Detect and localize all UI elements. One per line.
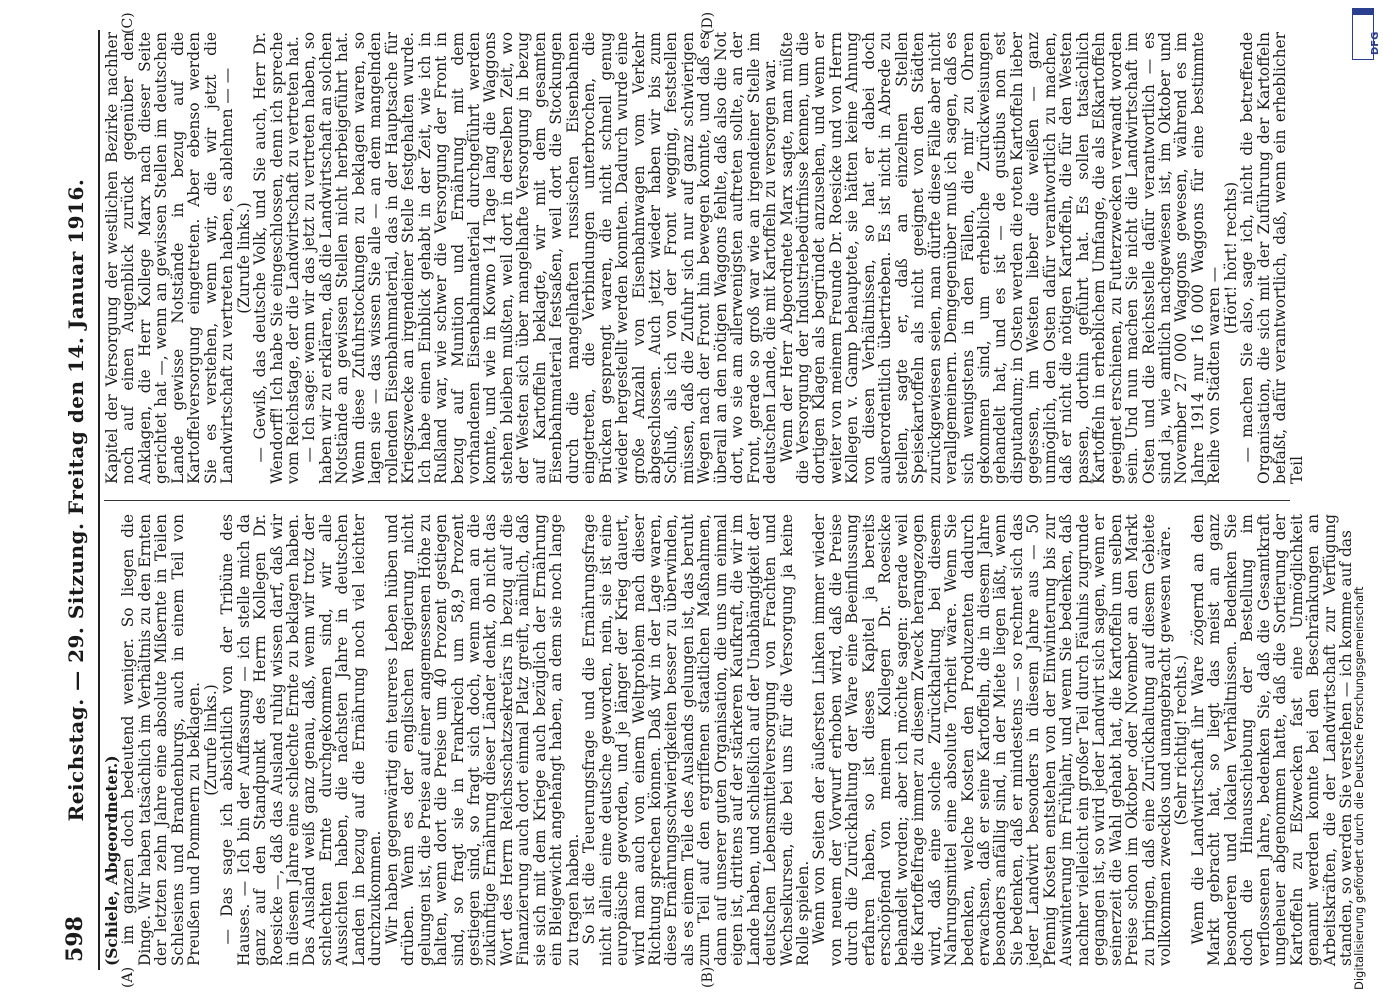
margin-letter-c: (C) xyxy=(120,12,136,34)
paragraph: Wenn der Herr Abgeordnete Marx sagte, man müßte die Versorgung der Industriebedürfnisse kennen, um die dortigen Klagen als begründet anzusehen, und wenn er weiter von meinem Freunde Dr. Roesicke und von Herrn Kollegen v. Gamp behauptete, sie hätten keine Ahnung von diesen Verhältnissen, so hat er dabei doch außerordentlich übertrieben. Es ist nicht in Abrede zu stellen, sagte er, daß an einzelnen Stellen Speisekartoffeln als nicht geeignet von den Städten zurückgewiesen seien, man dürfte diese Fälle aber nicht verallgemeinern. Demgegenüber muß ich sagen, daß es sich wenigstens in den Fällen, die mir zu Ohren gekommen sind, um erhebliche Zurückweisungen gehandelt hat, und es ist — de gustibus non est disputandum; in Osten werden die roten Kartoffeln lieber gegessen, im Westen lieber die weißen — ganz unmöglich, den Osten dafür verantwortlich zu machen, daß er nicht die nötigen Kartoffeln, die für den Westen passen, dorthin geführt hat. Es sollen tatsächlich Kartoffeln in erheblichem Umfange, die als Eßkartoffeln geeignet erschienen, zu Futterzwecken verwandt worden sein. Und nun machen Sie nicht die Landwirtschaft im Osten und die Reichsstelle dafür verantwortlich — es sind ja, wie amtlich nachgewiesen ist, im Oktober und November 27 000 Waggons gewesen, während es im Jahre 1914 nur 16 000 Waggons für eine bestimmte Reihe von Städten waren — xyxy=(777,32,1224,484)
dfg-logo xyxy=(1352,8,1381,60)
paragraph: Wenn die Landwirtschaft ihr Ware zögernd an den Markt gebracht hat, so liegt das meist an ganz besonderen und lokalen Verhältnissen. Bedenken Sie doch die Hinausschiebung der Bestellung im verflossenen Jahre, bedenken Sie, daß die Gesamtkraft ungeheuer abgenommen hatte, daß die Sortierung der Kartoffeln zu Eßzwecken fast eine Unmöglichkeit genannt werden konnte bei den Beschränkungen an Arbeitskräften, die der Landwirtschaft zur Verfügung standen, so werden Sie verstehen — ich komme auf das xyxy=(1188,514,1355,966)
paragraph: — machen Sie also, sage ich, nicht die betreffende Organisation, die sich mit der Zuführung der Kartoffeln befaßt, dafür verantwortlich, daß, wenn ein erheblicher Teil xyxy=(1238,32,1306,484)
interjection: (Sehr richtig! rechts.) xyxy=(1172,654,1191,826)
interjection: (Zurufe links.) xyxy=(234,202,253,314)
column-divider xyxy=(104,500,1290,501)
paragraph: — Ich sage: wenn wir das jetzt zu vertreten haben, so haben wir zu erklären, daß die Landwirtschaft an solchen Notstände an gewissen Stellen nicht herbeigeführt hat. Wenn diese Zufuhrstockungen zu beklagen waren, so lagen sie — das wissen Sie alle — an dem mangelnden rollenden Eisenbahnmaterial, das in der Hauptsache für Kriegszwecke an irgendeiner Stelle festgehalten wurde. Ich habe einen Einblick gehabt in der Zeit, wie ich in Rußland war, wie schwer die Versorgung der Front in bezug auf Munition und Ernährung mit dem vorhandenen Eisenbahnmaterial durchgeführt werden konnte, und wie in Kowno 14 Tage lang die Waggons stehen bleiben mußten, weil dort in derselben Zeit, wo der Westen sich über mangelhafte Versorgung in bezug auf Kartoffeln beklagte, wir mit dem gesamten Eisenbahnmaterial festsaßen, weil dort die Stockungen durch die mangelhaften russischen Eisenbahnen eingetreten, die Verbindungen unterbrochen, die Brücken gesprengt waren, die nicht schnell genug wieder hergestellt werden konnten. Dadurch wurde eine große Anzahl von Eisenbahnwagen vom Verkehr abgeschlossen. Auch jetzt wieder haben wir bis zum Schluß, als ich von der Front wegging, feststellen müssen, daß die Zufuhr sich nur auf ganz schwierigen Wegen nach der Front hin bewegen konnte, und daß es überall an den nötigen Waggons fehlte, daß also die Not dort, wo sie am allerwenigsten auftreten sollte, an der Front, gerade so groß war wie an irgendeiner Stelle im deutschen Lande, die mit Kartoffeln zu versorgen war. xyxy=(300,32,780,484)
paragraph: im ganzen doch bedeutend weniger. So liegen die Dinge. Wir haben tatsächlich im Verhältnis zu den Ernten der letzten zehn Jahre eine absolute Mißernte in Teilen Schlesiens und Brandenburgs, auch in einem Teil von Preußen und Pommern zu beklagen. xyxy=(119,514,204,966)
margin-letter-a: (A) xyxy=(120,966,136,988)
interjection: (Zurufe links.) xyxy=(201,684,220,796)
running-title: Reichstag. — 29. Sitzung. Freitag den 14. Januar 1916. xyxy=(64,178,88,822)
paragraph: Kapitel der Versorgung der westlichen Bezirke nachher noch auf einen Augenblick zurück gegenüber den Anklagen, die Herr Kollege Marx nach dieser Seite gerichtet hat —, wenn an gewissen Stellen im deutschen Lande gewisse Notstände in bezug auf die Kartoffelversorgung eingetreten. Aber ebenso werden Sie es verstehen, wenn wir, die wir jetzt die Landwirtschaft zu vertreten haben, es ablehnen — — xyxy=(103,32,237,484)
digitization-note: Digitalisierung gefördert durch die Deutsche Forschungsgemeinschaft xyxy=(1352,586,1366,990)
paragraph: Wir haben gegenwärtig ein teureres Leben hüben und drüben. Wenn es der englischen Regierung nicht gelungen ist, die Preise auf einer angemessenen Höhe zu halten, wenn dort die Preise um 40 Prozent gestiegen sind, so fragt sie in Frankreich um 58,9 Prozent gestiegen sind, so fragt sich doch, wenn man an die zukünftige Ernährung dieser Länder denkt, ob nicht das Wort des Herrn Reichsschatzsekretärs in bezug auf die Finanzierung auch dort einmal Platz greift, nämlich, daß sie sich mit dem Kriege auch bezüglich der Ernährung ein Bleigewicht angehängt haben, an dem sie noch lange zu tragen haben. xyxy=(382,514,582,966)
logo-band xyxy=(1353,9,1373,15)
right-column xyxy=(103,32,1306,484)
paragraph: So ist die Teuerungsfrage und die Ernährungsfrage nicht allein eine deutsche geworden, nein, sie ist eine europäische geworden, und je länger der Krieg dauert, wird man auch von einem Weltproblem nach dieser Richtung sprechen können. Daß wir in der Lage waren, diese Ernährungsschwierigkeiten besser zu überwinden, als es einem Teile des Auslands gelungen ist, das beruht zum Teil auf den ergriffenen staatlichen Maßnahmen, dann auf unserer guten Organisation, die uns um einmal eigen ist, drittens auf der stärkeren Kaufkraft, die wir im Lande haben, und schließlich auf der Unabhängigkeit der deutschen Lebensmittelversorgung von Frachten und Wechselkursen, die bei uns für die Versorgung ja keine Rolle spielen. xyxy=(580,514,813,966)
paragraph: — Gewiß, das deutsche Volk, und Sie auch, Herr Dr. Wendorff! Ich habe Sie eingeschlossen, denn ich spreche vom Reichstage, der die Landwirtschaft zu vertreten hat. xyxy=(251,32,302,484)
page-header xyxy=(62,30,100,970)
left-column xyxy=(103,514,1355,966)
logo-text: DFG xyxy=(1370,31,1381,55)
interjection: (Hört! hört! rechts) xyxy=(1221,181,1240,335)
margin-letter-b: (B) xyxy=(700,966,716,988)
speaker-attribution: (Schiele, Abgeordneter.) xyxy=(103,755,121,966)
margin-letter-d: (D) xyxy=(700,11,716,34)
paragraph: — Das sage ich absichtlich von der Tribüne des Hauses. — Ich bin der Auffassung — ich stelle mich da ganz auf den Standpunkt des Herrn Kollegen Dr. Roesicke —, daß das Ausland ruhig wissen darf, daß wir in diesem Jahre eine schlechte Ernte zu beklagen haben. Das Ausland weiß ganz genau, daß, wenn wir trotz der schlechten Ernte durchgekommen sind, wir alle Aussichten haben, die nächsten Jahre in deutschen Landen in bezug auf die Ernährung noch viel leichter durchzukommen. xyxy=(218,514,385,966)
paragraph: Wenn von Seiten der äußersten Linken immer wieder von neuem der Vorwurf erhoben wird, daß die Preise durch die Zurückhaltung der Ware eine Beeinflussung erfahren haben, so ist dieses Kapitel ja bereits erschöpfend von meinem Kollegen Dr. Roesicke behandelt worden; aber ich möchte sagen: gerade weil die Kartoffelfrage immer zu diesem Zweck herangezogen wird, daß eine solche Zurückhaltung bei diesem Nahrungsmittel eine absolute Torheit wäre. Wenn Sie bedenken, welche Kosten den Produzenten dadurch erwachsen, daß er seine Kartoffeln, die in diesem Jahre besonders anfällig sind, in der Miete liegen läßt, wenn Sie bedenken, daß er mindestens — so rechnet sich das jeder Landwirt besonders in diesem Jahre aus — 50 Pfennig Kosten entstehen von der Einwinterung bis zur Auswinterung im Frühjahr, und wenn Sie bedenken, daß nachher vielleicht ein großer Teil durch Fäulnis zugrunde gegangen ist, so wird jeder Landwirt sich sagen, wenn er seinerzeit die Wahl gehabt hat, die Kartoffeln um selben Preise schon im Oktober oder November an den Markt zu bringen, daß eine Zurückhaltung auf diesem Gebiete vollkommen zwecklos und unangebracht gewesen wäre. xyxy=(810,514,1174,966)
page-number: 598 xyxy=(62,916,88,962)
